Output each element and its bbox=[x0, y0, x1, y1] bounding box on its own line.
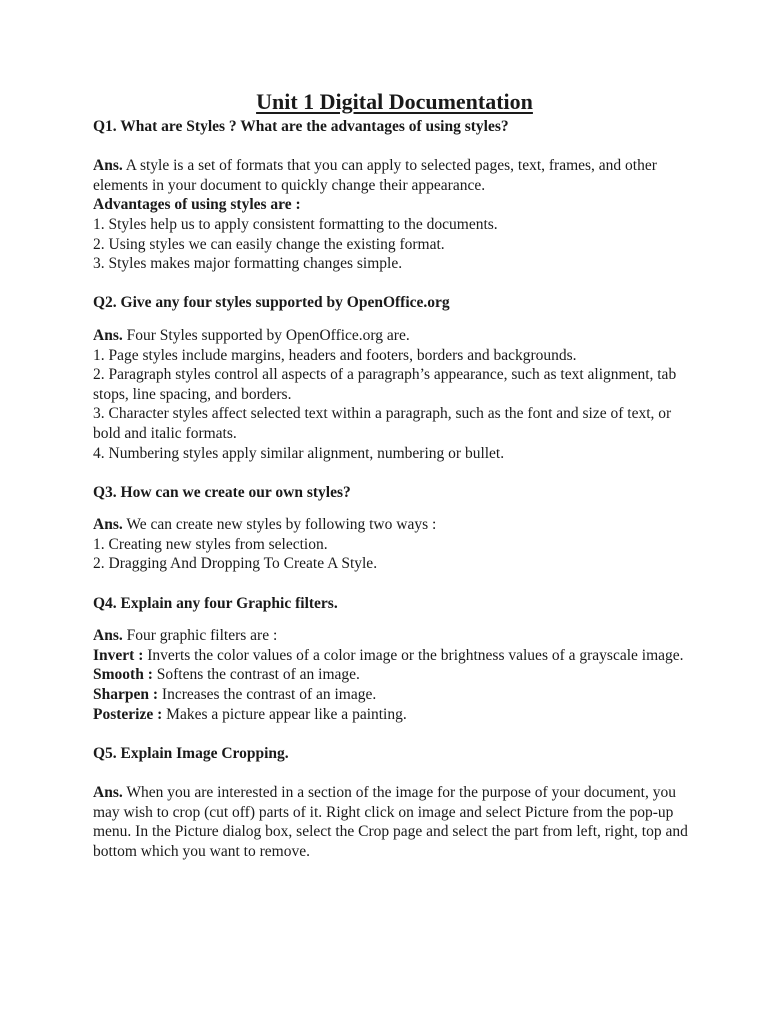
answer-label: Ans. bbox=[93, 326, 123, 344]
answer-4 bbox=[93, 626, 693, 646]
list-item: 2. Using styles we can easily change the existing format. bbox=[93, 235, 445, 253]
answer-text: Four Styles supported by OpenOffice.org are. bbox=[122, 326, 410, 344]
answer-text: Four graphic filters are : bbox=[122, 627, 278, 645]
answer-label: Ans. bbox=[93, 627, 123, 645]
list-item: 1. Styles help us to apply consistent formatting to the documents. bbox=[93, 215, 498, 233]
filter-desc: Inverts the color values of a color image or the brightness values of a grayscale image. bbox=[143, 646, 684, 664]
list-item: 1. Creating new styles from selection. bbox=[93, 535, 328, 553]
filter-item bbox=[93, 705, 693, 725]
answer-text: A style is a set of formats that you can apply to selected pages, text, frames, and other elements in your document to quickly change their appearance. bbox=[93, 157, 657, 194]
question-5: Q5. Explain Image Cropping. bbox=[93, 744, 289, 762]
question-3: Q3. How can we create our own styles? bbox=[93, 483, 351, 501]
answer-label: Ans. bbox=[93, 516, 123, 534]
list-item: 3. Character styles affect selected text within a paragraph, such as the font and size of text, or bold and italic formats. bbox=[93, 405, 672, 442]
question-2: Q2. Give any four styles supported by OpenOffice.org bbox=[93, 294, 450, 312]
list-item: 1. Page styles include margins, headers and footers, borders and backgrounds. bbox=[93, 346, 577, 364]
filter-desc: Increases the contrast of an image. bbox=[158, 686, 377, 704]
filter-term: Posterize : bbox=[93, 705, 163, 723]
answer-text: We can create new styles by following two ways : bbox=[122, 516, 437, 534]
filter-desc: Makes a picture appear like a painting. bbox=[162, 705, 407, 723]
filter-item bbox=[93, 646, 693, 666]
answer-2 bbox=[93, 326, 693, 346]
list-item: 3. Styles makes major formatting changes simple. bbox=[93, 255, 403, 273]
page-title: Unit 1 Digital Documentation bbox=[256, 89, 533, 114]
answer-text: When you are interested in a section of the image for the purpose of your document, you may wish to crop (cut off) parts of it. Right click on image and select Picture from the pop-up menu. In the Picture dialog box, select the Crop page and select the part from left, right, top and bottom which you want to remove. bbox=[93, 784, 688, 860]
answer-3 bbox=[93, 515, 693, 535]
answer-label: Ans. bbox=[93, 784, 123, 801]
advantages-heading: Advantages of using styles are : bbox=[93, 196, 301, 214]
answer-1 bbox=[93, 156, 693, 195]
filter-item bbox=[93, 665, 693, 685]
list-item: 2. Paragraph styles control all aspects of a paragraph’s appearance, such as text alignment, tab stops, line spacing, and borders. bbox=[93, 366, 677, 403]
filter-term: Invert : bbox=[93, 646, 144, 664]
filter-term: Sharpen : bbox=[93, 686, 159, 704]
document-page bbox=[93, 88, 693, 861]
list-item: 2. Dragging And Dropping To Create A Style. bbox=[93, 555, 378, 573]
list-item: 4. Numbering styles apply similar alignment, numbering or bullet. bbox=[93, 444, 505, 462]
question-1: Q1. What are Styles ? What are the advantages of using styles? bbox=[93, 118, 509, 135]
filter-term: Smooth : bbox=[93, 666, 153, 684]
filter-desc: Softens the contrast of an image. bbox=[152, 666, 360, 684]
filter-item bbox=[93, 685, 693, 705]
answer-label: Ans. bbox=[93, 157, 123, 175]
question-4: Q4. Explain any four Graphic filters. bbox=[93, 594, 338, 612]
answer-5 bbox=[93, 783, 693, 861]
